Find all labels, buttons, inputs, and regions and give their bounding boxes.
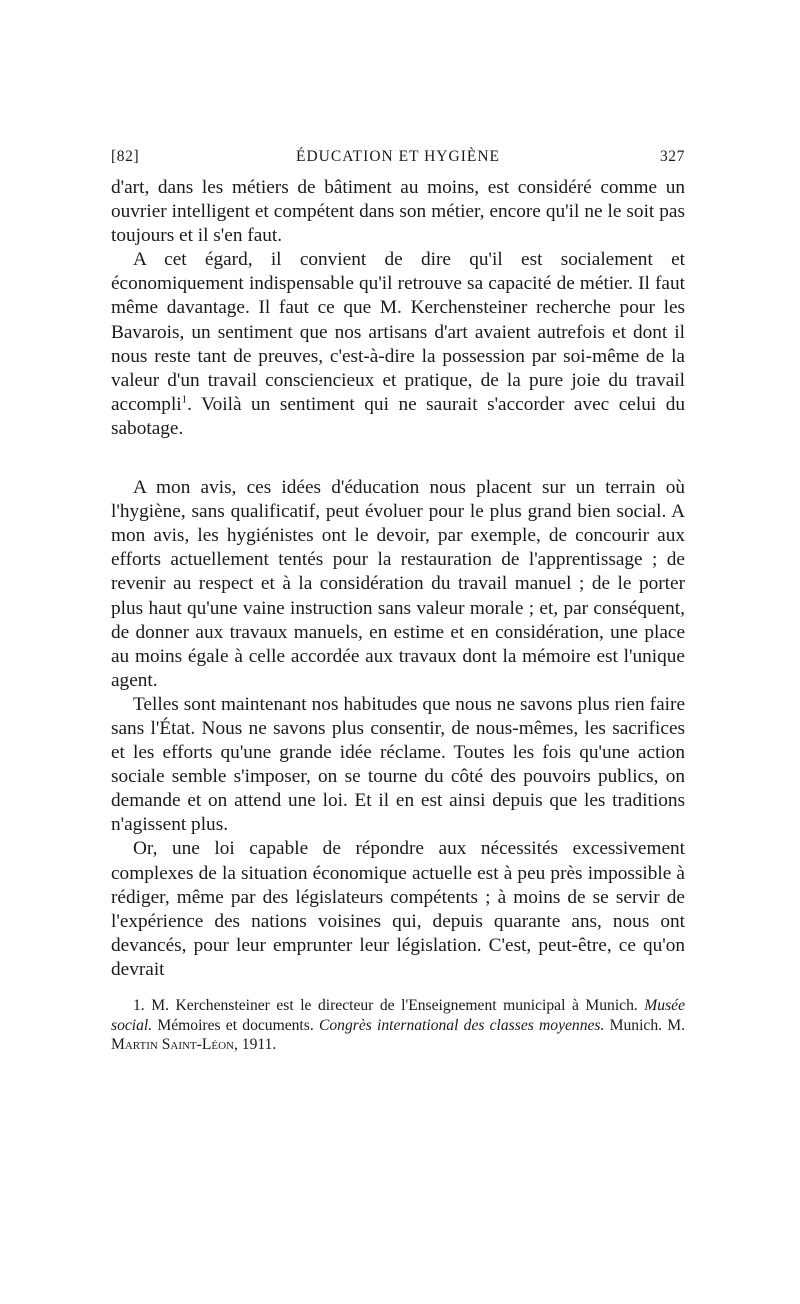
- running-head-title: ÉDUCATION ET HYGIÈNE: [296, 148, 500, 165]
- footnote-marker: 1.: [133, 997, 145, 1014]
- paragraph-2: [111, 248, 685, 441]
- paragraph-1: [111, 176, 685, 248]
- footnote-title-1: Musée social.: [111, 997, 685, 1034]
- paragraph-3-text: A mon avis, ces idées d'éducation nous placent sur un terrain où l'hygiène, sans qualificatif, peut évoluer pour le plus grand bien social. A mon avis, les hygiénistes ont le devoir, par exemple, de concourir aux efforts actuellement tentés pour la restauration de l'apprentissage ; de revenir au respect et à la considération du travail manuel ; de le porter plus haut qu'une vaine instruction sans valeur morale ; et, par conséquent, de donner aux travaux manuels, en estime et en considération, une place au moins égale à celle accordée aux travaux dont la mémoire est l'unique agent.: [111, 477, 685, 691]
- body-text: [111, 176, 685, 982]
- running-head: [111, 146, 685, 170]
- page-number: 327: [659, 148, 685, 165]
- book-page: [111, 146, 685, 1055]
- paragraph-5-text: Or, une loi capable de répondre aux nécessités excessivement complexes de la situation économique actuelle est à peu près impossible à rédiger, même par des législateurs compétents ; à moins de se servir de l'expérience des nations voisines qui, depuis quarante ans, nous ont devancés, pour leur emprunter leur législation. C'est, peut-être, ce qu'on devrait: [111, 838, 685, 980]
- running-head-bracket-number: [82]: [111, 148, 140, 165]
- footnote-year: , 1911.: [233, 1036, 277, 1054]
- footnotes: [111, 996, 685, 1055]
- footnote-title-2: Congrès international des classes moyennes.: [318, 1016, 605, 1034]
- footnote-author: Martin Saint-Léon: [111, 1036, 234, 1054]
- paragraph-3: [111, 476, 685, 693]
- footnote-text-3: Munich. M.: [609, 1016, 686, 1034]
- paragraph-5: [111, 837, 685, 982]
- paragraph-2-text: A cet égard, il convient de dire qu'il est socialement et économiquement indispensable qu'il retrouve sa capacité de métier. Il faut même davantage. Il faut ce que M. Kerchensteiner recherche pour les Bavarois, un sentiment que nos artisans d'art avaient autrefois et dont il nous reste tant de preuves, c'est-à-dire la possession par soi-même de la valeur d'un travail consciencieux et pratique, de la pure joie du travail accompli: [111, 249, 685, 415]
- paragraph-1-text: d'art, dans les métiers de bâtiment au moins, est considéré comme un ouvrier intelligent et compétent dans son métier, encore qu'il ne le soit pas toujours et il s'en faut.: [111, 177, 685, 247]
- footnote-reference: 1: [181, 393, 188, 406]
- footnote-text-2: Mémoires et documents.: [157, 1016, 314, 1034]
- paragraph-2-text-continued: . Voilà un sentiment qui ne saurait s'accorder avec celui du sabotage.: [111, 393, 685, 439]
- paragraph-4: [111, 693, 685, 838]
- footnote-1: [111, 996, 685, 1055]
- paragraph-4-text: Telles sont maintenant nos habitudes que nous ne savons plus rien faire sans l'État. Nous ne savons plus consentir, de nous-mêmes, les sacrifices et les efforts qu'une grande idée réclame. Toutes les fois qu'une action sociale semble s'imposer, on se tourne du côté des pouvoirs publics, on demande et on attend une loi. Et il en est ainsi depuis que les traditions n'agissent plus.: [111, 693, 685, 836]
- footnote-text-1: M. Kerchensteiner est le directeur de l'Enseignement municipal à Munich.: [151, 997, 638, 1014]
